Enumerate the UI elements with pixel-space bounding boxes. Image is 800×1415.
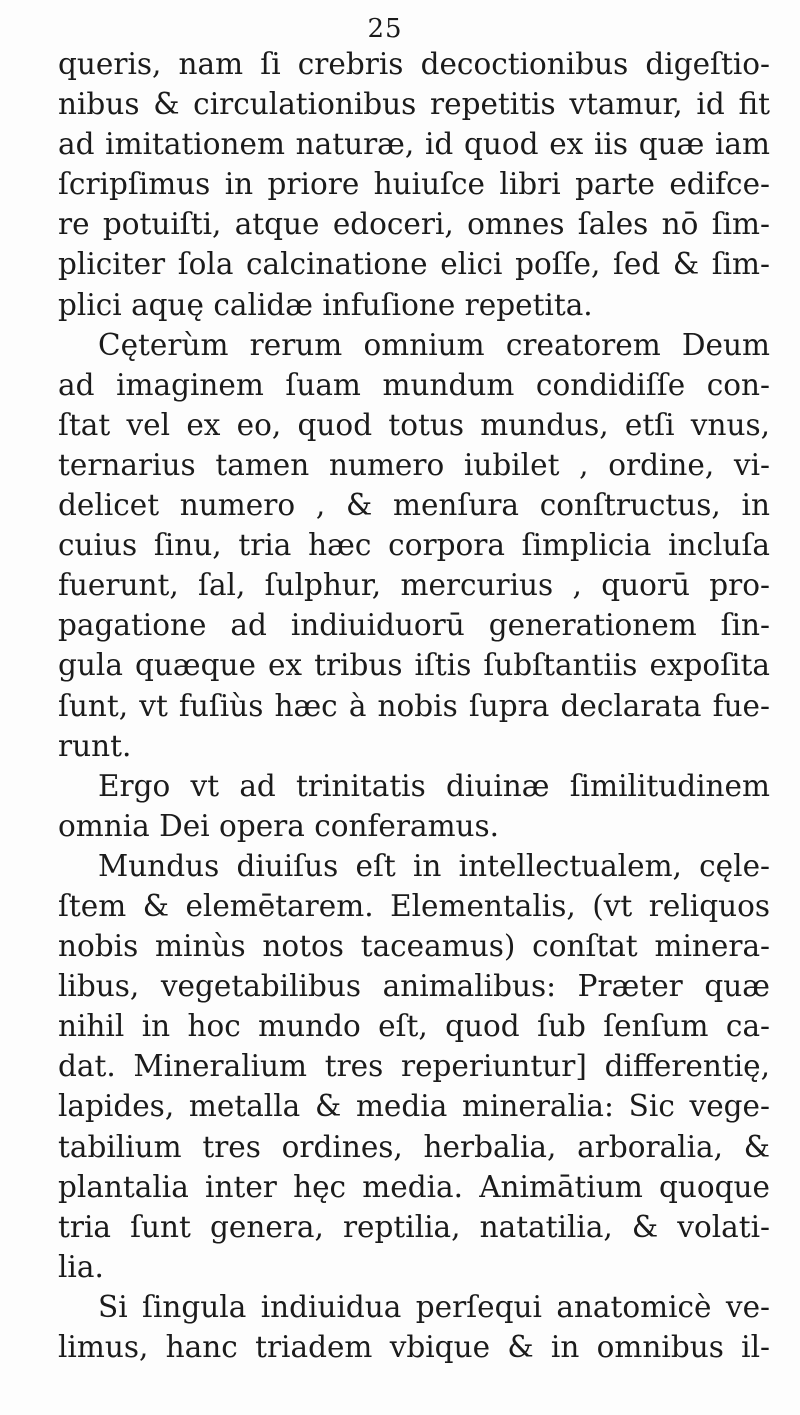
text-line: ternarius tamen numero iubilet , ordine, vi-	[58, 447, 770, 482]
text-line: queris, nam ſi crebris decoctionibus digeſtio-	[58, 47, 770, 81]
text-line: cuius ſinu, tria hæc corpora ſimplicia incluſa	[58, 528, 770, 563]
text-line: ſtem & elemētarem. Elementalis, (vt reliquos	[58, 888, 770, 923]
text-line: re potuiſti, atque edoceri, omnes ſales nō ſim-	[58, 207, 770, 242]
text-line: Mundus diuiſus eſt in intellectualem, cęle-	[98, 848, 770, 883]
text-line: nibus & circulationibus repetitis vtamur, id fit	[58, 87, 770, 122]
text-line: plici aquę calidæ infuſione repetita.	[58, 287, 593, 322]
page-number: 25	[367, 14, 403, 44]
text-line: limus, hanc triadem vbique & in omnibus il-	[58, 1330, 770, 1364]
text-line: nobis minùs notos taceamus) conſtat minera-	[58, 929, 770, 964]
text-line: dat. Mineralium tres reperiuntur] differentię,	[58, 1049, 770, 1084]
text-line: omnia Dei opera conferamus.	[58, 808, 500, 843]
text-line: runt.	[58, 728, 132, 763]
text-line: fuerunt, ſal, ſulphur, mercurius , quorū pro-	[58, 568, 770, 603]
text-line: libus, vegetabilibus animalibus: Præter quæ	[58, 969, 770, 1004]
body-text	[58, 44, 770, 1367]
text-line: ſunt, vt fuſiùs hæc à nobis ſupra declarata fue-	[58, 688, 770, 723]
text-line: ſtat vel ex eo, quod totus mundus, etſi vnus,	[58, 407, 770, 442]
text-line: ad imitationem naturæ, id quod ex iis quæ iam	[58, 127, 770, 162]
text-line: Ergo vt ad trinitatis diuinæ ſimilitudinem	[98, 768, 770, 803]
text-line: tria ſunt genera, reptilia, natatilia, & volati-	[58, 1209, 770, 1244]
text-line: ad imaginem ſuam mundum condidiſſe con-	[58, 367, 770, 402]
text-line: lapides, metalla & media mineralia: Sic vege-	[58, 1089, 770, 1124]
text-line: ſcripſimus in priore huiuſce libri parte edifce-	[58, 167, 770, 202]
text-line: lia.	[58, 1249, 104, 1284]
text-line: Cęterùm rerum omnium creatorem Deum	[98, 327, 770, 362]
text-line: tabilium tres ordines, herbalia, arboralia, &	[58, 1129, 770, 1164]
text-line: nihil in hoc mundo eſt, quod ſub ſenſum ca-	[58, 1009, 770, 1044]
text-line: plantalia inter hęc media. Animātium quoque	[58, 1169, 770, 1204]
text-line: delicet numero , & menſura conſtructus, in	[58, 488, 770, 523]
text-line: gula quæque ex tribus iſtis ſubſtantiis expoſita	[58, 648, 770, 683]
text-line: pagatione ad indiuiduorū generationem ſin-	[58, 608, 770, 643]
text-line: Si ſingula indiuidua perſequi anatomicè ve-	[98, 1289, 770, 1324]
text-line: pliciter ſola calcinatione elici poſſe, ſed & ſim-	[58, 247, 770, 282]
